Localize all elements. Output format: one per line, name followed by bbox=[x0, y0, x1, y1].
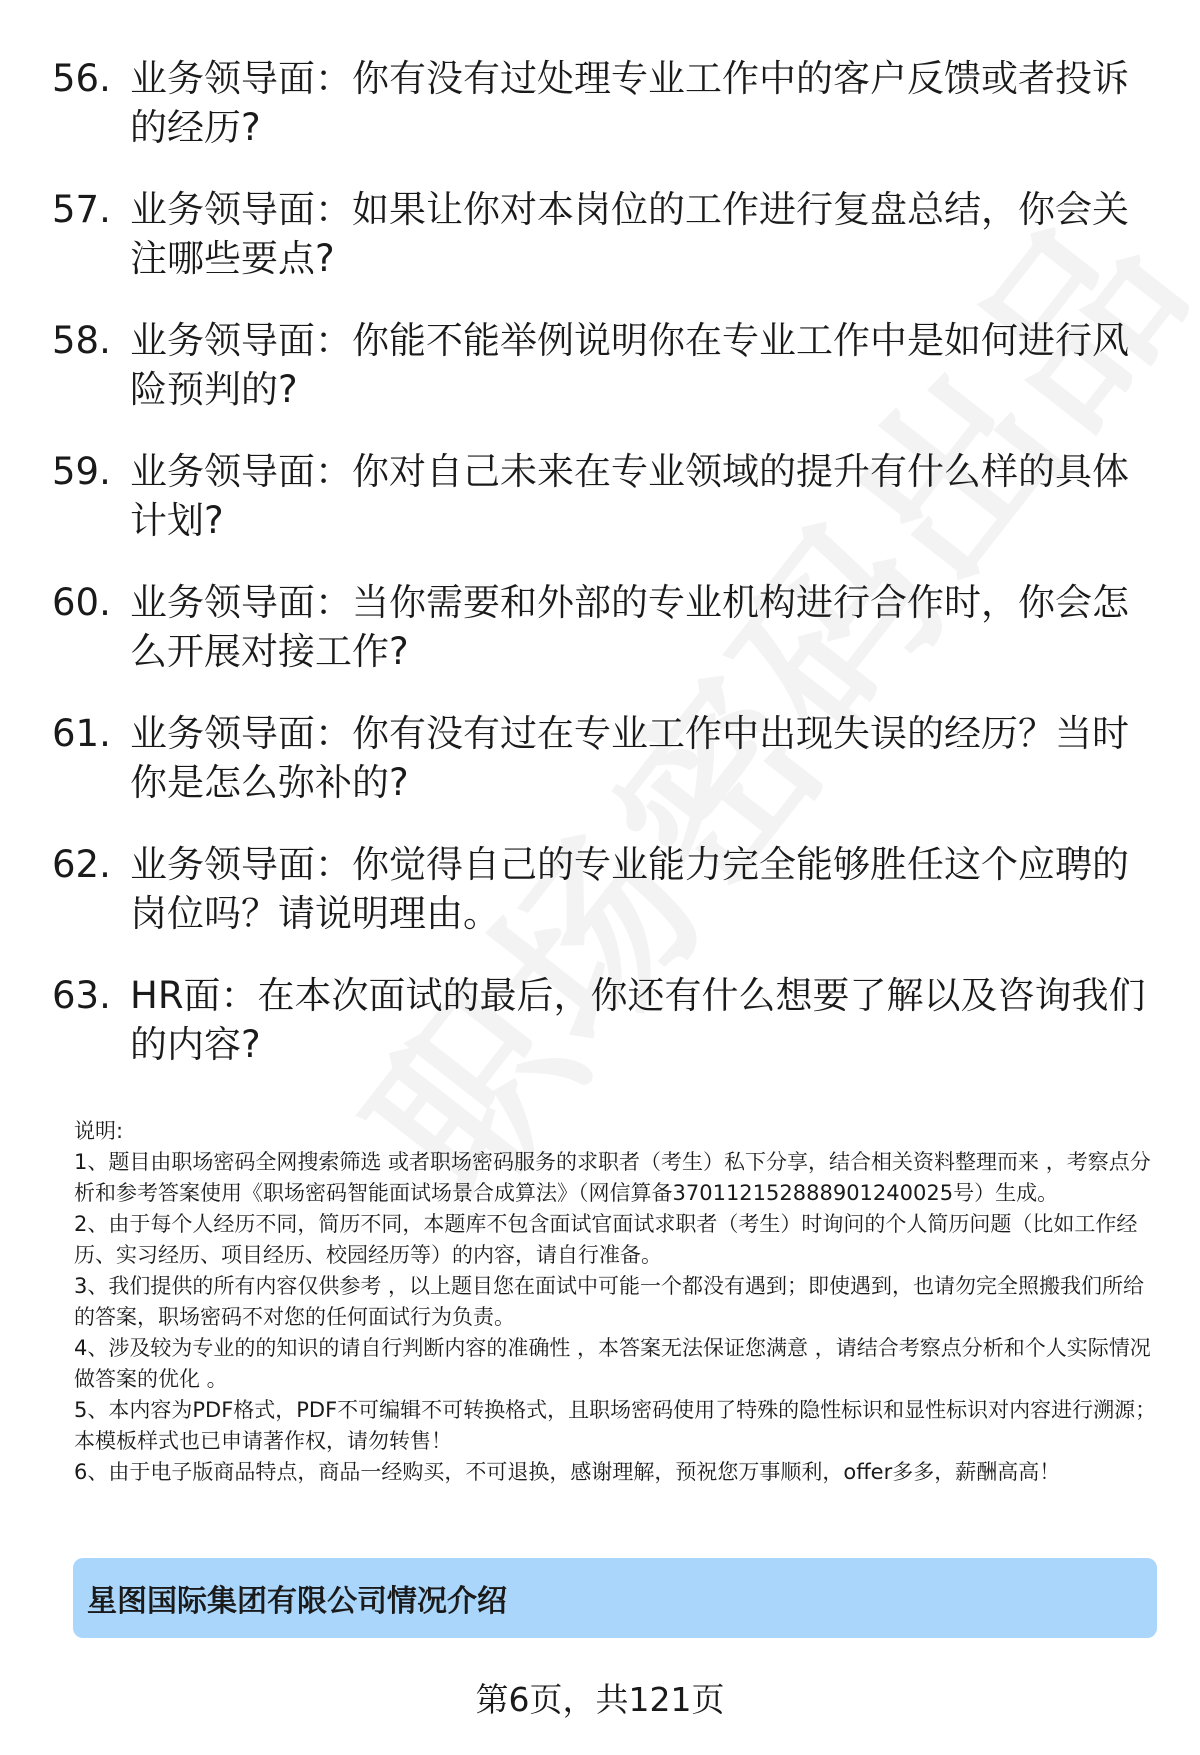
question-list bbox=[52, 54, 1162, 1102]
note-item: 3、我们提供的所有内容仅供参考 ，以上题目您在面试中可能一个都没有遇到；即使遇到，也请勿完全照搬我们所给的答案，职场密码不对您的任何面试行为负责。 bbox=[74, 1274, 1145, 1329]
question-item bbox=[52, 578, 1162, 676]
question-text: 业务领导面：如果让你对本岗位的工作进行复盘总结，你会关注哪些要点? bbox=[130, 188, 1129, 280]
question-item bbox=[52, 447, 1162, 545]
note-item: 4、涉及较为专业的的知识的请自行判断内容的准确性 ，本答案无法保证您满意 ，请结合考察点分析和个人实际情况做答案的优化 。 bbox=[74, 1336, 1151, 1391]
question-text: HR面：在本次面试的最后，你还有什么想要了解以及咨询我们的内容? bbox=[130, 974, 1146, 1066]
page-number: 第6页，共121页 bbox=[475, 1680, 725, 1719]
question-item bbox=[52, 54, 1162, 152]
notes-section bbox=[74, 1116, 1160, 1488]
notes-heading: 说明: bbox=[74, 1119, 124, 1143]
question-text: 业务领导面：当你需要和外部的专业机构进行合作时，你会怎么开展对接工作? bbox=[130, 581, 1129, 673]
page-footer bbox=[0, 1674, 1200, 1721]
note-item: 2、由于每个人经历不同，简历不同，本题库不包含面试官面试求职者（考生）时询问的个人简历问题（比如工作经历、实习经历、项目经历、校园经历等）的内容，请自行准备。 bbox=[74, 1212, 1138, 1267]
note-item: 5、本内容为PDF格式，PDF不可编辑不可转换格式，且职场密码使用了特殊的隐性标识和显性标识对内容进行溯源；本模板样式也已申请著作权，请勿转售！ bbox=[74, 1398, 1157, 1453]
question-number: 61. bbox=[52, 712, 111, 755]
note-item: 6、由于电子版商品特点，商品一经购买，不可退换，感谢理解，预祝您万事顺利，offer多多，薪酬高高！ bbox=[74, 1460, 1061, 1484]
question-text: 业务领导面：你有没有过在专业工作中出现失误的经历？当时你是怎么弥补的? bbox=[130, 712, 1129, 804]
note-item: 1、题目由职场密码全网搜索筛选 或者职场密码服务的求职者（考生）私下分享，结合相关资料整理而来 ，考察点分析和参考答案使用《职场密码智能面试场景合成算法》（网信算备370112152888901240025号）生成。 bbox=[74, 1150, 1151, 1205]
question-item bbox=[52, 185, 1162, 283]
question-item bbox=[52, 840, 1162, 938]
question-item bbox=[52, 971, 1162, 1069]
company-section-header bbox=[73, 1558, 1157, 1638]
question-item bbox=[52, 709, 1162, 807]
question-text: 业务领导面：你有没有过处理专业工作中的客户反馈或者投诉的经历? bbox=[130, 57, 1129, 149]
question-number: 59. bbox=[52, 450, 111, 493]
question-item bbox=[52, 316, 1162, 414]
question-text: 业务领导面：你觉得自己的专业能力完全能够胜任这个应聘的岗位吗？请说明理由。 bbox=[130, 843, 1129, 935]
question-text: 业务领导面：你能不能举例说明你在专业工作中是如何进行风险预判的? bbox=[130, 319, 1129, 411]
question-number: 57. bbox=[52, 188, 111, 231]
question-number: 56. bbox=[52, 57, 111, 100]
question-number: 63. bbox=[52, 974, 111, 1017]
question-number: 62. bbox=[52, 843, 111, 886]
question-number: 60. bbox=[52, 581, 111, 624]
question-number: 58. bbox=[52, 319, 111, 362]
question-text: 业务领导面：你对自己未来在专业领域的提升有什么样的具体计划? bbox=[130, 450, 1129, 542]
company-section-title: 星图国际集团有限公司情况介绍 bbox=[87, 1584, 507, 1619]
